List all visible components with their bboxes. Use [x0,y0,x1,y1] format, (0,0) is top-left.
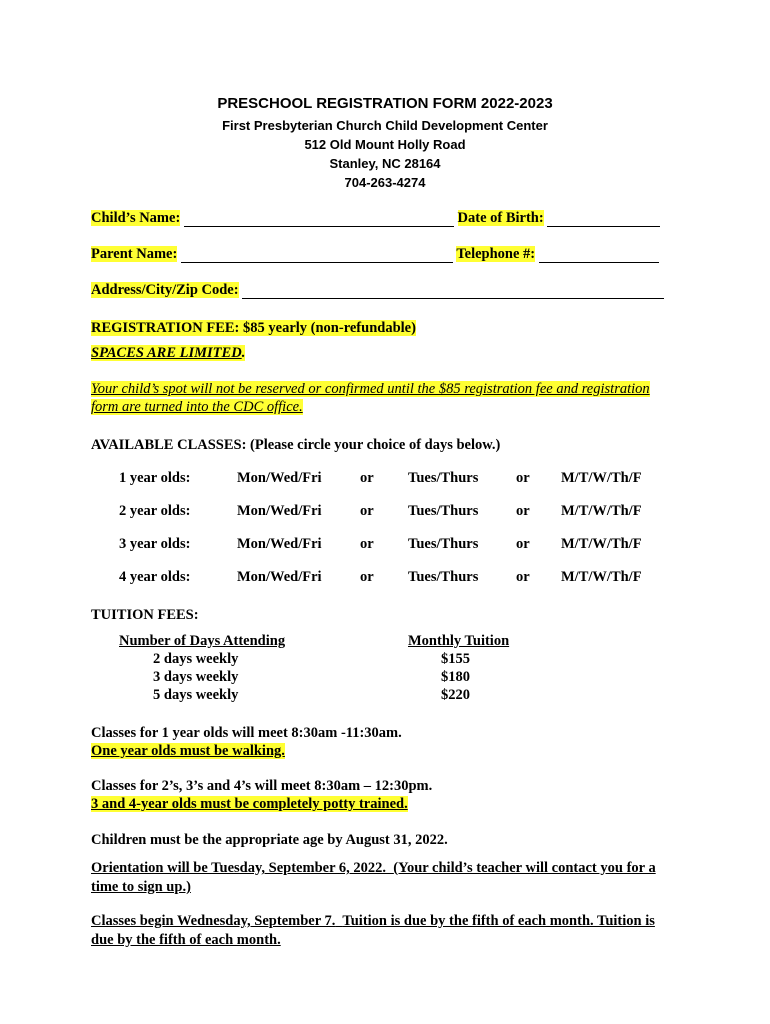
tuition-days: 3 days weekly [153,669,239,685]
spot-notice-text1: Your child’s spot will not be reserved or confirmed until the $85 registration fee and registration [91,381,650,397]
class-option-tth[interactable]: Tues/Thurs [408,503,479,519]
class-option-daily[interactable]: M/T/W/Th/F [561,470,642,486]
child-name-label: Child’s Name: [91,210,181,226]
tuition-price: $180 [441,669,470,685]
or-text: or [360,503,374,519]
parent-name-label: Parent Name: [91,246,178,262]
orientation-note [91,859,681,897]
address-field[interactable] [242,284,664,299]
older-schedule: Classes for 2’s, 3’s and 4’s will meet 8:30am – 12:30pm. [91,778,433,794]
class-option-daily[interactable]: M/T/W/Th/F [561,503,642,519]
or-text: or [360,569,374,585]
class-age-label: 1 year olds: [119,470,191,486]
tuition-heading: TUITION FEES: [91,607,199,623]
telephone-label: Telephone #: [456,246,536,262]
tuition-days: 2 days weekly [153,651,239,667]
form-title: PRESCHOOL REGISTRATION FORM 2022-2023 [217,95,553,112]
class-option-mwf[interactable]: Mon/Wed/Fri [237,470,322,486]
or-text: or [516,569,530,585]
tuition-price-header: Monthly Tuition [408,633,510,649]
tuition-days: 5 days weekly [153,687,239,703]
classes-heading: AVAILABLE CLASSES: (Please circle your choice of days below.) [91,437,501,453]
class-option-daily[interactable]: M/T/W/Th/F [561,569,642,585]
registration-fee-notice [91,320,416,337]
spot-notice-line1 [91,381,650,398]
class-age-label: 4 year olds: [119,569,191,585]
registration-fee-text: REGISTRATION FEE: $85 yearly (non-refundable) [91,320,416,336]
classes-begin-note [91,912,681,950]
potty-note [91,796,408,813]
or-text: or [516,503,530,519]
dob-field[interactable] [547,212,660,227]
or-text: or [360,536,374,552]
child-name-field[interactable] [184,212,454,227]
spaces-limited-period: . [241,345,246,361]
org-street: 512 Old Mount Holly Road [304,137,466,152]
tuition-due-text: Tuition is due by the fifth of each month. Tuition is due by the fifth of each month. [91,913,655,948]
address-row [91,282,664,299]
or-text: or [516,536,530,552]
class-option-tth[interactable]: Tues/Thurs [408,536,479,552]
telephone-field[interactable] [539,248,659,263]
or-text: or [516,470,530,486]
child-info-row [91,210,660,227]
address-label: Address/City/Zip Code: [91,282,239,298]
class-option-daily[interactable]: M/T/W/Th/F [561,536,642,552]
class-option-tth[interactable]: Tues/Thurs [408,569,479,585]
parent-info-row [91,246,659,263]
orientation-text: Orientation will be Tuesday, September 6, 2022. [91,860,386,876]
one-year-walking-text: One year olds must be walking. [91,743,285,759]
orientation-contact-text: (Your child’s teacher will contact you for a time to sign up.) [91,860,656,895]
spot-notice-text2: form are turned into the CDC office. [91,399,303,415]
tuition-price: $220 [441,687,470,703]
spaces-limited-notice [91,345,245,362]
dob-label: Date of Birth: [457,210,544,226]
spaces-limited-text: SPACES ARE LIMITED [91,345,242,361]
org-name: First Presbyterian Church Child Development Center [222,118,548,133]
classes-begin-text: Classes begin Wednesday, September 7. [91,913,336,929]
or-text: or [360,470,374,486]
one-year-schedule: Classes for 1 year olds will meet 8:30am -11:30am. [91,725,402,741]
parent-name-field[interactable] [181,248,453,263]
class-age-label: 2 year olds: [119,503,191,519]
class-option-tth[interactable]: Tues/Thurs [408,470,479,486]
spot-notice-line2 [91,399,303,416]
class-option-mwf[interactable]: Mon/Wed/Fri [237,536,322,552]
age-cutoff-note: Children must be the appropriate age by August 31, 2022. [91,832,448,848]
class-age-label: 3 year olds: [119,536,191,552]
org-phone: 704-263-4274 [344,175,426,190]
org-city: Stanley, NC 28164 [329,156,441,171]
tuition-price: $155 [441,651,470,667]
class-option-mwf[interactable]: Mon/Wed/Fri [237,503,322,519]
class-option-mwf[interactable]: Mon/Wed/Fri [237,569,322,585]
tuition-days-header: Number of Days Attending [119,633,286,649]
one-year-walking-note [91,743,285,760]
potty-text: 3 and 4-year olds must be completely potty trained. [91,796,408,812]
